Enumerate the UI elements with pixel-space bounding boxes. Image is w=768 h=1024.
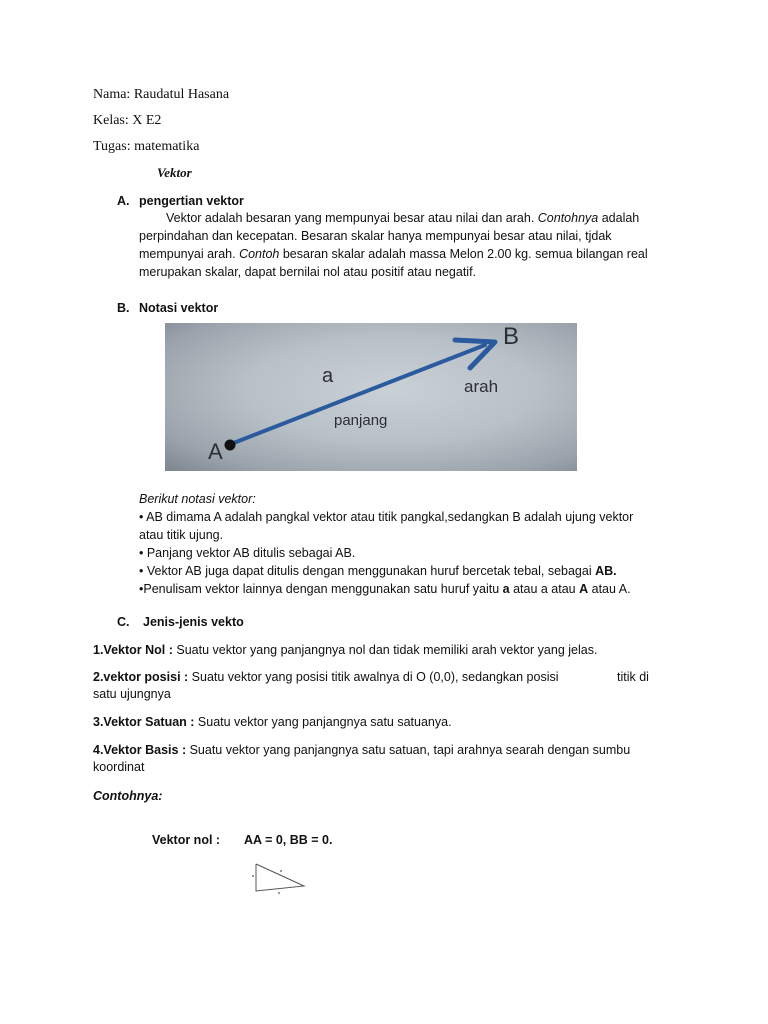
bullet-4-bold-a: a — [502, 582, 510, 596]
vector-type-1-text: Suatu vektor yang panjangnya nol dan tidak memiliki arah vektor yang jelas. — [172, 643, 598, 657]
bullet-4-mid: atau a atau — [509, 582, 580, 596]
para-text-3: besaran skalar adalah massa Melon 2.00 kg. semua bilangan real merupakan skalar, dapat bernilai nol atau positif atau negatif. — [139, 247, 648, 279]
vector-start-point — [225, 440, 236, 451]
vector-type-2-line-2: satu ujungnya — [93, 687, 171, 701]
bullet-4-text: •Penulisam vektor lainnya dengan menggunakan satu huruf yaitu — [139, 582, 503, 596]
triangle-sketch — [248, 860, 310, 898]
para-italic-2: Contoh — [239, 247, 280, 261]
section-a-heading: pengertian vektor — [139, 194, 244, 208]
document-title: Vektor — [157, 165, 192, 180]
vector-notation-figure — [165, 323, 577, 471]
vector-type-2 — [93, 668, 559, 686]
student-name: Nama: Raudatul Hasana — [93, 87, 230, 102]
triangle-mark-left — [252, 875, 254, 877]
label-point-a: A — [208, 439, 223, 464]
student-class: Kelas: X E2 — [93, 113, 162, 128]
notation-intro: Berikut notasi vektor: — [139, 492, 256, 506]
section-c-marker: C. — [117, 615, 130, 629]
label-panjang: panjang — [334, 412, 388, 429]
notation-list — [139, 490, 633, 598]
bullet-3 — [139, 562, 633, 580]
section-b-marker: B. — [117, 301, 130, 315]
label-arah: arah — [464, 377, 499, 396]
example-label: Contohnya: — [93, 789, 163, 803]
triangle-mark-bottom — [278, 892, 280, 894]
vector-type-2-label: 2.vektor posisi : — [93, 670, 189, 684]
vector-type-2-text: Suatu vektor yang posisi titik awalnya di O (0,0), sedangkan posisi — [188, 670, 559, 684]
triangle-outline — [256, 864, 304, 891]
bullet-4 — [139, 580, 633, 598]
bullet-4-bold-A: A — [579, 582, 589, 596]
triangle-mark-top — [280, 870, 282, 872]
vector-type-3 — [93, 713, 452, 731]
vector-type-4-line-2: koordinat — [93, 760, 145, 774]
vector-type-4-label: 4.Vektor Basis : — [93, 743, 187, 757]
vector-type-3-text: Suatu vektor yang panjangnya satu satuanya. — [194, 715, 452, 729]
section-c-heading: Jenis-jenis vekto — [143, 615, 244, 629]
bullet-1-line-2: atau titik ujung. — [139, 528, 224, 542]
vector-type-1-label: 1.Vektor Nol : — [93, 643, 173, 657]
section-b-heading: Notasi vektor — [139, 301, 219, 315]
para-text-2: adalah perpindahan dan kecepatan. Besaran skalar hanya mempunyai besar atau nilai, tjdak mempunyai arah. — [139, 211, 640, 261]
bullet-3-bold: AB. — [595, 564, 617, 578]
zero-vector-value: AA = 0, BB = 0. — [244, 833, 333, 847]
para-text-1: Vektor adalah besaran yang mempunyai besar atau nilai dan arah. — [166, 211, 538, 225]
bullet-4-end: atau A. — [588, 582, 631, 596]
bullet-1-line-1: • AB dimama A adalah pangkal vektor atau titik pangkal,sedangkan B adalah ujung vektor — [139, 510, 634, 524]
label-point-b: B — [503, 323, 520, 350]
para-italic-1: Contohnya — [537, 211, 599, 225]
vector-type-4-text: Suatu vektor yang panjangnya satu satuan, tapi arahnya searah dengan sumbu — [186, 743, 631, 757]
zero-vector-label: Vektor nol : — [152, 833, 221, 847]
vector-shaft — [231, 345, 485, 444]
section-a-paragraph — [139, 209, 669, 281]
vector-type-2-text-right: titik di — [617, 670, 649, 684]
vector-type-1 — [93, 641, 597, 659]
section-a-marker: A. — [117, 194, 130, 208]
assignment-subject: Tugas: matematika — [93, 139, 200, 154]
bullet-2: • Panjang vektor AB ditulis sebagai AB. — [139, 546, 356, 560]
vector-type-4 — [93, 741, 630, 759]
vector-type-3-label: 3.Vektor Satuan : — [93, 715, 195, 729]
label-a-small: a — [322, 365, 334, 387]
bullet-3-text: • Vektor AB juga dapat ditulis dengan menggunakan huruf bercetak tebal, sebagai — [139, 564, 596, 578]
